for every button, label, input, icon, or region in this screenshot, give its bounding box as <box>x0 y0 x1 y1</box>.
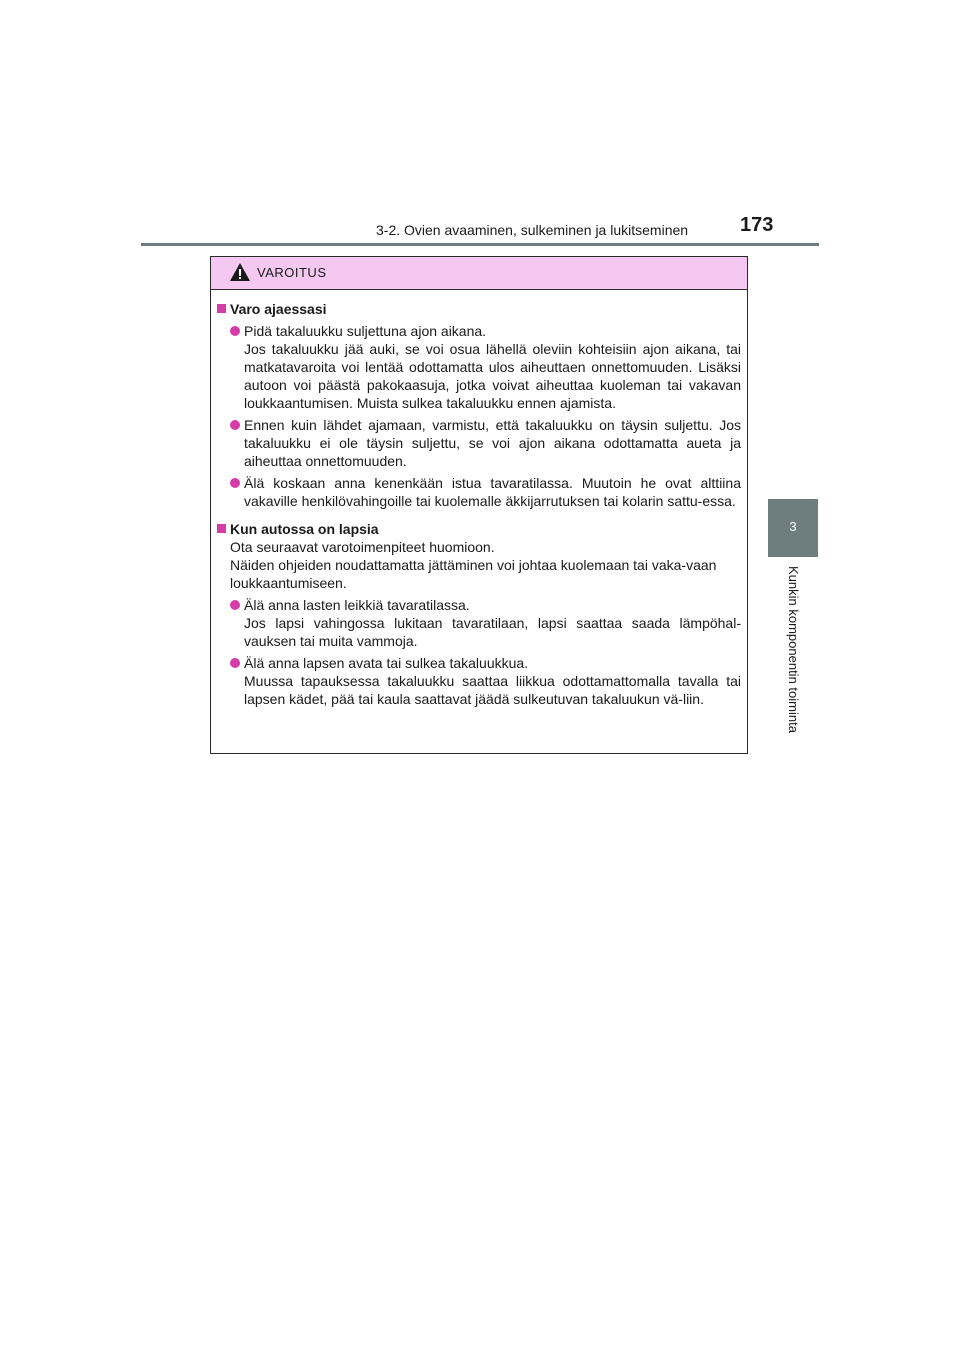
warning-triangle-icon <box>229 262 251 282</box>
bullet-text-line: Jos lapsi vahingossa lukitaan tavaratilaan, lapsi saattaa saada lämpöhal-vauksen tai muita vammoja. <box>244 615 741 649</box>
warning-header <box>211 257 747 290</box>
chapter-side-label-text: Kunkin komponentin toiminta <box>786 566 801 733</box>
chapter-tab-number: 3 <box>789 519 797 534</box>
section-intro <box>217 538 741 592</box>
bullet-item <box>217 416 741 470</box>
bullet-dot-icon <box>230 478 240 488</box>
bullet-item <box>217 322 741 412</box>
warning-box <box>210 256 748 754</box>
bullet-text <box>244 322 741 412</box>
bullet-text <box>244 416 741 470</box>
chapter-tab <box>768 499 818 557</box>
page-number: 173 <box>740 214 774 236</box>
section-title-text: Varo ajaessasi <box>230 301 327 317</box>
bullet-text-line: Jos takaluukku jää auki, se voi osua lähellä oleviin kohteisiin ajon aikana, tai matkatavaroita voi lentää odottamatta ulos aiheuttaen onnettomuuden. Lisäksi autoon voi päästä pakokaasuja, jotka voivat aiheuttaa kuoleman tai vakavan loukkaantumisen. Muista sulkea takaluukku ennen ajamista. <box>244 341 741 411</box>
section-title-text: Kun autossa on lapsia <box>230 521 379 537</box>
bullet-text-line: Muussa tapauksessa takaluukku saattaa liikkua odottamattomalla tavalla tai lapsen kädet, pää tai kaula saattavat jäädä sulkeutuvan takaluukun vä-liin. <box>244 673 741 707</box>
chapter-side-label <box>787 566 801 756</box>
section-intro-line: Näiden ohjeiden noudattamatta jättäminen voi johtaa kuolemaan tai vaka-vaan loukkaantumiseen. <box>230 557 717 591</box>
section-title <box>217 520 741 538</box>
section-square-icon <box>217 524 226 533</box>
warning-body <box>211 290 747 708</box>
bullet-text <box>244 474 741 510</box>
bullet-item <box>217 654 741 708</box>
header-rule <box>141 243 819 246</box>
bullet-text-line: Älä koskaan anna kenenkään istua tavaratilassa. Muutoin he ovat alttiina vakaville henkilövahingoille tai kuolemalle äkkijarrutuksen tai kolarin sattu-essa. <box>244 475 741 509</box>
bullet-text-line: Pidä takaluukku suljettuna ajon aikana. <box>244 323 487 339</box>
warning-label: VAROITUS <box>257 265 327 280</box>
bullet-text-line: Älä anna lasten leikkiä tavaratilassa. <box>244 597 470 613</box>
bullet-dot-icon <box>230 658 240 668</box>
bullet-text <box>244 654 741 708</box>
bullet-dot-icon <box>230 600 240 610</box>
running-header-title: 3-2. Ovien avaaminen, sulkeminen ja lukitseminen <box>376 222 689 238</box>
bullet-text <box>244 596 741 650</box>
bullet-dot-icon <box>230 420 240 430</box>
bullet-dot-icon <box>230 326 240 336</box>
bullet-text-line: Älä anna lapsen avata tai sulkea takaluukkua. <box>244 655 529 671</box>
section-gap <box>217 510 741 520</box>
section-title <box>217 300 741 318</box>
section-square-icon <box>217 304 226 313</box>
bullet-item <box>217 474 741 510</box>
bullet-text-line: Ennen kuin lähdet ajamaan, varmistu, että takaluukku on täysin suljettu. Jos takaluukku ei ole täysin suljettu, se voi ajon aikana odottamatta aueta ja aiheuttaa onnettomuuden. <box>244 417 741 469</box>
section-intro-line: Ota seuraavat varotoimenpiteet huomioon. <box>230 539 495 555</box>
bullet-item <box>217 596 741 650</box>
